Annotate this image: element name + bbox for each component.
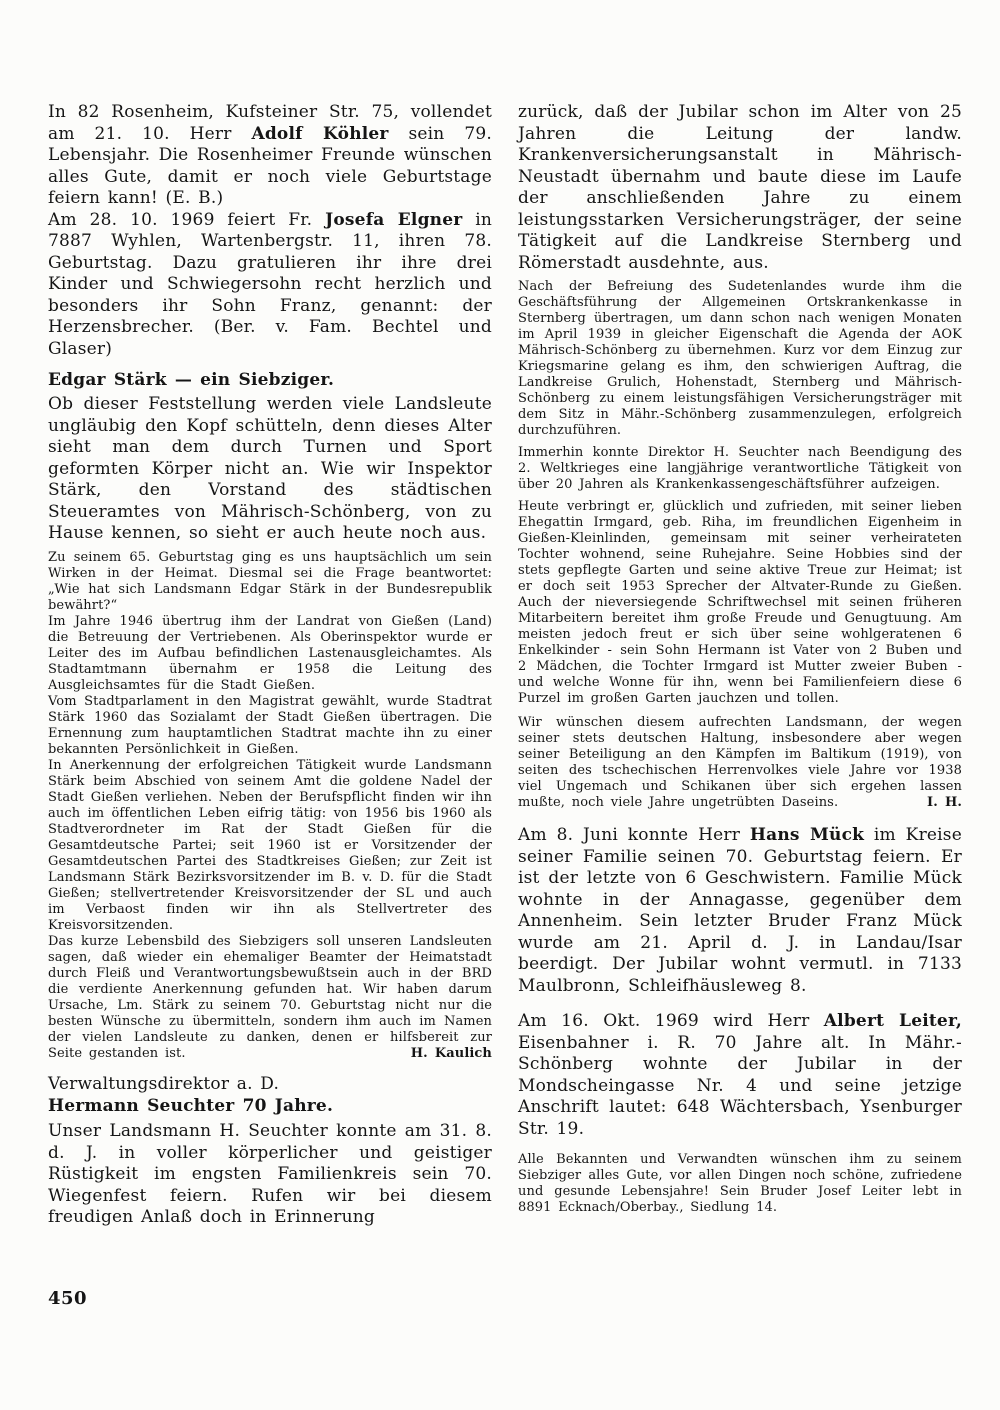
- article-heading-staerk: Edgar Stärk — ein Siebziger.: [48, 370, 335, 390]
- article-subtitle: Verwaltungsdirektor a. D.: [48, 1073, 280, 1094]
- author-signature: I. H.: [927, 795, 962, 810]
- birthday-notice-elgner: [48, 210, 492, 361]
- notice-text: Am 8. Juni konnte Herr: [518, 825, 750, 845]
- person-name: Adolf Köhler: [251, 123, 389, 144]
- article-paragraph-signed: [518, 715, 962, 811]
- article-paragraph-small: Zu seinem 65. Geburtstag ging es uns hauptsächlich um sein Wirken in der Heimat. Diesmal sei die Frage beantwortet: „Wie hat sich Landsmann Edgar Stärk in der Bundesrepublik bewährt?“: [48, 549, 492, 613]
- page-number: 450: [48, 1288, 88, 1309]
- article-paragraph-small: Alle Bekannten und Verwandten wünschen ihm zu seinem Siebziger alles Gute, vor allen Dingen noch schöne, zufriedene und gesunde Lebensjahre! Sein Bruder Josef Leiter lebt in 8891 Ecknach/Oberbay., Siedlung 14.: [518, 1152, 962, 1215]
- notice-text: Eisenbahner i. R. 70 Jahre alt. In Mähr.-Schönberg wohnte der Jubilar in der Mondscheingasse Nr. 4 und seine jetzige Anschrift lautet: 648 Wächtersbach, Ysenburger Str. 19.: [518, 1032, 962, 1139]
- person-name: Josefa Elgner: [325, 209, 463, 230]
- two-column-text-area: [48, 102, 962, 1229]
- birthday-notice-koehler: [48, 102, 492, 210]
- birthday-notice-mueck: [518, 825, 962, 997]
- notice-text: sein 79. Lebensjahr. Die Rosenheimer Freunde wünschen alles Gute, damit er noch viele Geburtstage feiern kann! (E. B.): [48, 123, 492, 208]
- article-paragraph-small: Vom Stadtparlament in den Magistrat gewählt, wurde Stadtrat Stärk 1960 das Sozialamt der Stadt Gießen übertragen. Die Ernennung zum hauptamtlichen Stadtrat machte ihn zu einer bekannten Persönlichkeit in Gießen.: [48, 693, 492, 757]
- article-paragraph-small: In Anerkennung der erfolgreichen Tätigkeit wurde Landsmann Stärk beim Abschied von seinem Amt die goldene Nadel der Stadt Gießen verliehen. Neben der Berufspflicht finden wir ihn auch im öffentlichen Leben eifrig tätig: von 1956 bis 1960 als Stadtverordneter im Rat der Stadt Gießen für die Gesamtdeutsche Partei; seit 1960 ist er Vorsitzender der Gesamtdeutschen Partei des Stadtkreises Gießen; zur Zeit ist Landsmann Stärk Bezirksvorsitzender im B. v. D. für die Stadt Gießen; stellvertretender Kreisvorsitzender der SL und auch im Verbaost finden wir ihn als Stellvertreter des Kreisvorsitzenden.: [48, 757, 492, 933]
- article-paragraph-small: Wir wünschen diesem aufrechten Landsmann, der wegen seiner stets deutschen Haltung, insbesondere aber wegen seiner Beteiligung an den Kämpfen im Baltikum (1919), von seiten des tschechischen Herrenvolkes viele Jahre vor 1938 viel Ungemach und Schikanen über sich ergehen lassen mußte, noch viele Jahre ungetrübten Daseins.: [518, 715, 962, 810]
- notice-text: In 82 Rosenheim, Kufsteiner Str. 75, vollendet am 21. 10. Herr: [48, 102, 492, 144]
- right-column: [518, 102, 962, 1229]
- notice-text: Am 28. 10. 1969 feiert Fr.: [48, 209, 326, 230]
- article-paragraph-signed: [48, 934, 492, 1062]
- article-heading-seuchter: Hermann Seuchter 70 Jahre.: [48, 1096, 334, 1116]
- article-paragraph-small: Heute verbringt er, glücklich und zufrieden, mit seiner lieben Ehegattin Irmgard, geb. Riha, im freundlichen Eigenheim in Gießen-Kleinlinden, gemeinsam mit seiner verheirateten Tochter wohnend, seine Ruhejahre. Seine Hobbies sind der stets gepflegte Garten und seine aktive Treue zur Heimat; ist er doch seit 1953 Sprecher der Altvater-Runde zu Gießen. Auch der nieversiegende Schriftwechsel mit seinen früheren Mitarbeitern bereitet ihm große Freude und Genugtuung. Am meisten jedoch freut er sich über seine wohlgeratenen 6 Enkelkinder - sein Sohn Hermann ist Vater von 2 Buben und 2 Mädchen, die Tochter Irmgard ist Mutter zweier Buben - und welche Wonne für ihn, wenn bei Familienfeiern diese 6 Purzel im großen Garten jauchzen und tollen.: [518, 499, 962, 706]
- author-signature: H. Kaulich: [410, 1045, 492, 1061]
- notice-text: im Kreise seiner Familie seinen 70. Geburtstag feiern. Er ist der letzte von 6 Geschwistern. Familie Mück wohnte in der Annagasse, gegenüber dem Annenheim. Sein letzter Bruder Franz Mück wurde am 21. April d. J. in Landau/Isar beerdigt. Der Jubilar wohnt vermutl. in 7133 Maulbronn, Schleifhäusleweg 8.: [518, 825, 962, 996]
- article-paragraph: Unser Landsmann H. Seuchter konnte am 31. 8. d. J. in voller körperlicher und geistiger Rüstigkeit im engsten Familienkreis sein 70. Wiegenfest feiern. Rufen wir bei diesem freudigen Anlaß doch in Erinnerung: [48, 1121, 492, 1227]
- person-name: Hans Mück: [749, 825, 865, 845]
- article-paragraph-small: Das kurze Lebensbild des Siebzigers soll unseren Landsleuten sagen, daß wieder ein ehemaliger Beamter der Heimatstadt durch Fleiß und Verantwortungsbewußtsein auch in der BRD die verdiente Anerkennung gefunden hat. Wir haben darum Ursache, Lm. Stärk zu seinem 70. Geburtstag nicht nur die besten Wünsche zu übermitteln, sondern ihm auch im Namen der vielen Landsleute zu danken, denen er hilfsbereit zur Seite gestanden ist.: [48, 933, 492, 1061]
- article-paragraph-small: Im Jahre 1946 übertrug ihm der Landrat von Gießen (Land) die Betreuung der Vertriebenen. Als Oberinspektor wurde er Leiter des im Aufbau befindlichen Lastenausgleichamtes. Als Stadtamtmann übernahm er 1958 die Leitung des Ausgleichsamtes für die Stadt Gießen.: [48, 613, 492, 693]
- notice-text: Am 16. Okt. 1969 wird Herr: [518, 1011, 824, 1031]
- birthday-notice-leiter: [518, 1011, 962, 1140]
- left-column: [48, 102, 492, 1229]
- notice-text: in 7887 Wyhlen, Wartenbergstr. 11, ihren 78. Geburtstag. Dazu gratulieren ihr ihre drei Kinder und Schwiegersohn recht herzlich und besonders ihr Sohn Franz, genannt: der Herzensbrecher. (Ber. v. Fam. Bechtel und Glaser): [48, 209, 492, 359]
- article-paragraph-small: Immerhin konnte Direktor H. Seuchter nach Beendigung des 2. Weltkrieges eine langjährige verantwortliche Tätigkeit von über 20 Jahren als Krankenkassengeschäftsführer aufzeigen.: [518, 445, 962, 492]
- article-paragraph-small: Nach der Befreiung des Sudetenlandes wurde ihm die Geschäftsführung der Allgemeinen Ortskrankenkasse in Sternberg übertragen, um dann schon nach wenigen Monaten im April 1939 in gleicher Eigenschaft die Agenda der AOK Mährisch-Schönberg zu übernehmen. Kurz vor dem Einzug zur Kriegsmarine gelang es ihm, den schwierigen Auftrag, die Landkreise Grulich, Hohenstadt, Sternberg und Mährisch-Schönberg zu einem leistungsfähigen Versicherungsträger mit dem Sitz in Mähr.-Schönberg zusammenzulegen, erfolgreich durchzuführen.: [518, 279, 962, 438]
- article-paragraph: Ob dieser Feststellung werden viele Landsleute ungläubig den Kopf schütteln, denn dieses Alter sieht man dem durch Turnen und Sport geformten Körper nicht an. Wie wir Inspektor Stärk, den Vorstand des städtischen Steueramtes von Mährisch-Schönberg, von zu Hause kennen, so sieht er auch heute noch aus.: [48, 394, 492, 543]
- person-name: Albert Leiter,: [823, 1011, 962, 1031]
- article-paragraph: zurück, daß der Jubilar schon im Alter von 25 Jahren die Leitung der landw. Krankenversicherungsanstalt in Mährisch-Neustadt übernahm und baute diese im Laufe der anschließenden Jahre zu einem leistungsstarken Versicherungsträger, der seine Tätigkeit auf die Landkreise Sternberg und Römerstadt ausdehnte, aus.: [518, 102, 962, 273]
